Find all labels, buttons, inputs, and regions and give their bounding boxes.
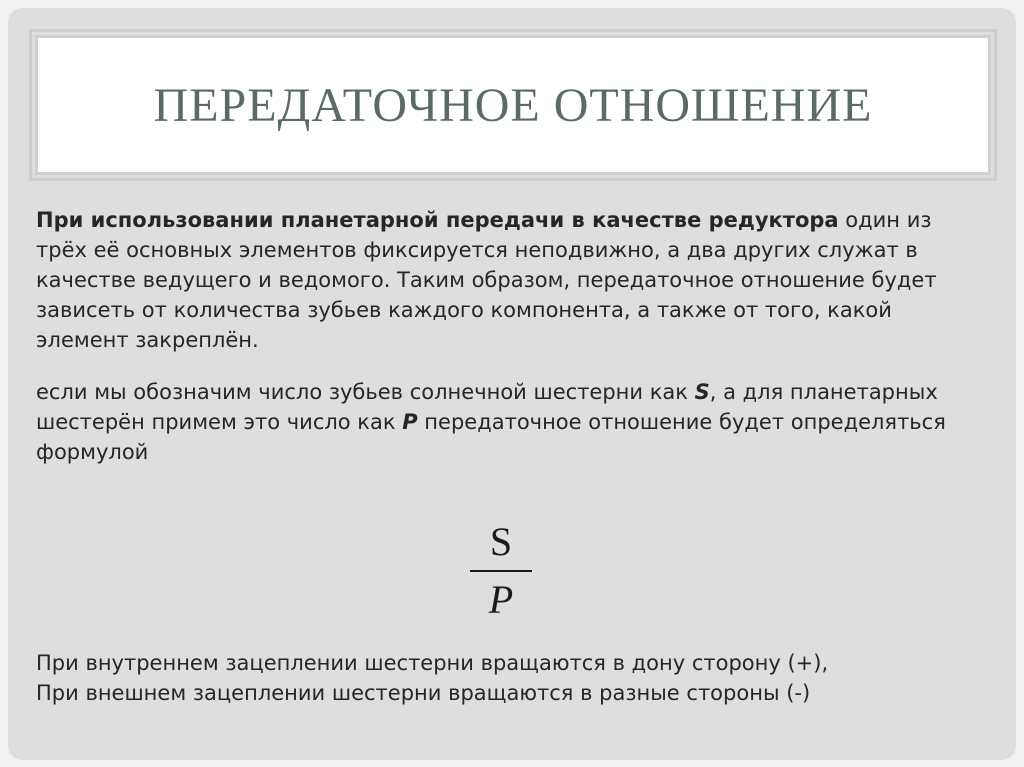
rotation-notes (36, 648, 976, 708)
title-box (38, 38, 988, 172)
paragraph-formula-text-2: , а для планетарных шестерён примем это число как (36, 380, 938, 434)
gear-ratio-formula (466, 520, 536, 622)
paragraph-formula-text-3: передаточное отношение будет определяться формулой (36, 410, 946, 464)
formula-numerator: S (489, 519, 513, 564)
rotation-note-internal: При внутреннем зацеплении шестерни вращаются в дону сторону (+), (36, 651, 829, 675)
symbol-s: S (694, 380, 710, 404)
slide-title: ПЕРЕДАТОЧНОЕ ОТНОШЕНИЕ (153, 78, 873, 132)
paragraph-intro-text: один из трёх её основных элементов фиксируется неподвижно, а два других служат в качестве ведущего и ведомого. Таким образом, передаточное отношение будет зависеть от количества зубьев каждого компонента, а также от того, какой элемент закреплён. (36, 208, 937, 352)
formula-denominator: P (488, 577, 514, 622)
paragraph-formula-intro (36, 377, 976, 467)
rotation-note-external: При внешнем зацеплении шестерни вращаются в разные стороны (-) (36, 681, 811, 705)
fraction-bar (470, 570, 532, 572)
paragraph-intro-bold: При использовании планетарной передачи в качестве редуктора (36, 208, 839, 232)
content-body (36, 205, 976, 467)
paragraph-formula-text-1: если мы обозначим число зубьев солнечной шестерни как (36, 380, 695, 404)
paragraph-intro (36, 205, 976, 355)
symbol-p: P (402, 410, 418, 434)
